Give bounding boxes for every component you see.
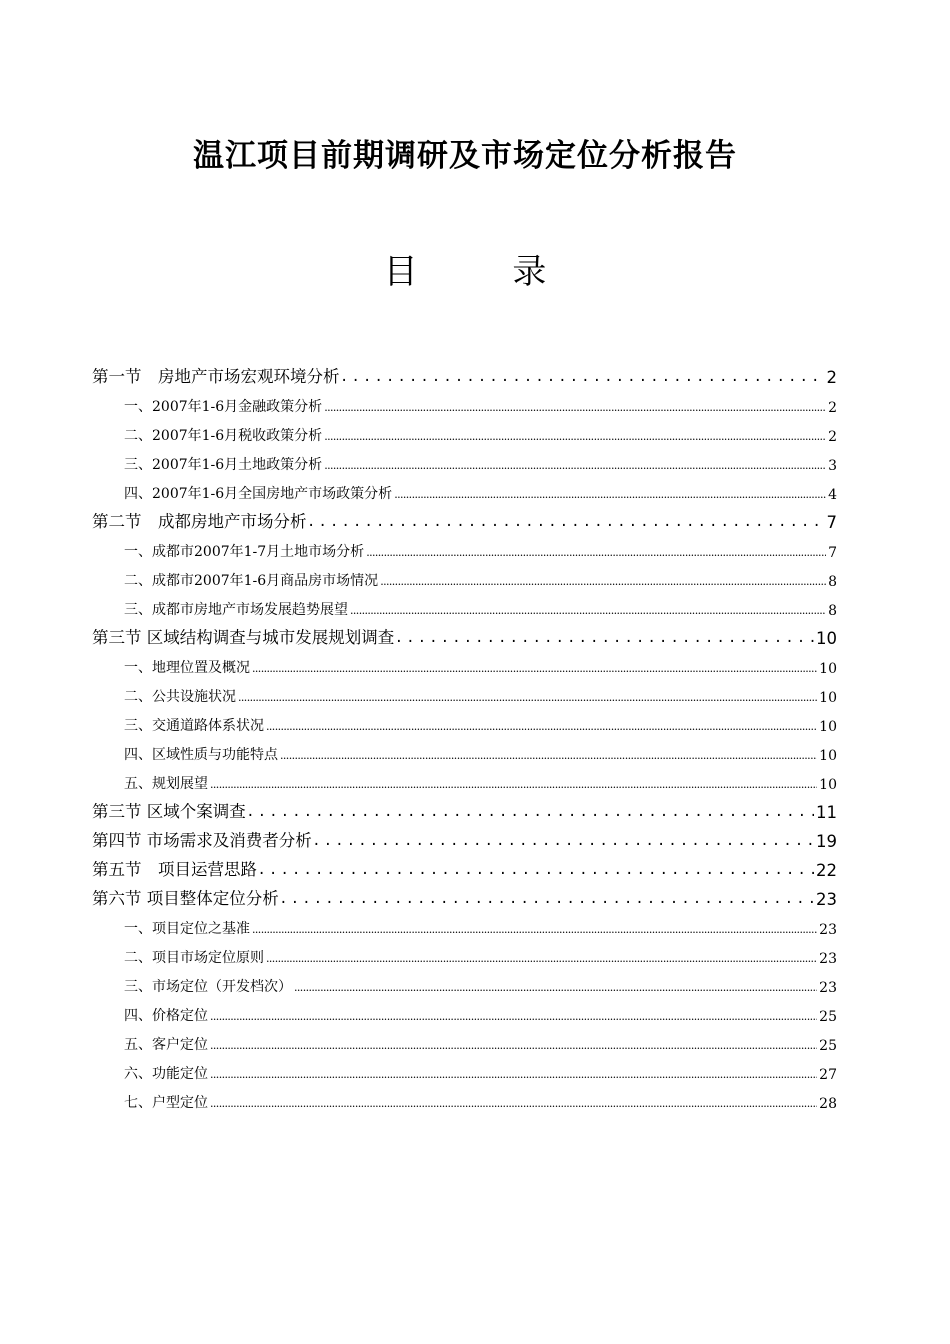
toc-entry-label: 五、客户定位: [124, 1037, 208, 1053]
toc-dot-leader: [252, 660, 817, 678]
toc-dot-leader: [366, 544, 826, 562]
toc-entry-label: 三、交通道路体系状况: [124, 718, 264, 734]
toc-page-number: 2: [828, 429, 837, 445]
toc-page-number: 11: [816, 803, 837, 822]
toc-subsection-entry[interactable]: [92, 416, 837, 445]
toc-dot-leader: [342, 366, 825, 387]
toc-dot-leader: [210, 1066, 817, 1084]
toc-subsection-entry[interactable]: [92, 764, 837, 793]
toc-dot-leader: [266, 718, 817, 736]
toc-subsection-entry[interactable]: [92, 445, 837, 474]
toc-dot-leader: [210, 1095, 817, 1113]
toc-dot-leader: [248, 801, 814, 822]
toc-section-entry[interactable]: [92, 503, 837, 532]
toc-subsection-entry[interactable]: [92, 967, 837, 996]
toc-page-number: 10: [819, 661, 837, 677]
toc-dot-leader: [259, 859, 814, 880]
toc-page-number: 28: [819, 1096, 837, 1112]
toc-dot-leader: [280, 747, 817, 765]
toc-entry-label: 二、公共设施状况: [124, 689, 236, 705]
toc-subsection-entry[interactable]: [92, 1025, 837, 1054]
toc-dot-leader: [266, 950, 817, 968]
toc-page-number: 10: [819, 719, 837, 735]
toc-page-number: 25: [819, 1038, 837, 1054]
document-title: 温江项目前期调研及市场定位分析报告: [193, 138, 737, 174]
toc-dot-leader: [350, 602, 826, 620]
toc-entry-label: 六、功能定位: [124, 1066, 208, 1082]
toc-page-number: 4: [828, 487, 837, 503]
toc-subsection-entry[interactable]: [92, 938, 837, 967]
toc-page-number: 23: [816, 890, 837, 909]
toc-dot-leader: [394, 486, 826, 504]
toc-subsection-entry[interactable]: [92, 677, 837, 706]
toc-subsection-entry[interactable]: [92, 590, 837, 619]
toc-entry-label: 二、成都市2007年1-6月商品房市场情况: [124, 573, 379, 589]
toc-entry-label: 一、项目定位之基准: [124, 921, 250, 937]
toc-page-number: 23: [819, 951, 837, 967]
toc-entry-label: 第一节 房地产市场宏观环境分析: [92, 367, 340, 386]
toc-entry-label: 三、成都市房地产市场发展趋势展望: [124, 602, 348, 618]
toc-entry-label: 五、规划展望: [124, 776, 208, 792]
toc-entry-label: 四、区域性质与功能特点: [124, 747, 278, 763]
toc-page-number: 10: [819, 690, 837, 706]
toc-entry-label: 第六节 项目整体定位分析: [92, 889, 279, 908]
toc-subsection-entry[interactable]: [92, 387, 837, 416]
toc-heading: 目 录: [383, 252, 589, 292]
toc-dot-leader: [238, 689, 817, 707]
toc-section-entry[interactable]: [92, 822, 837, 851]
toc-entry-label: 一、2007年1-6月金融政策分析: [124, 399, 323, 415]
toc-page-number: 10: [819, 748, 837, 764]
toc-page-number: 22: [816, 861, 837, 880]
toc-dot-leader: [324, 457, 826, 475]
toc-page-number: 7: [826, 513, 837, 532]
toc-entry-label: 四、价格定位: [124, 1008, 208, 1024]
toc-subsection-entry[interactable]: [92, 909, 837, 938]
toc-section-entry[interactable]: [92, 851, 837, 880]
toc-page-number: 10: [816, 629, 837, 648]
toc-page-number: 10: [819, 777, 837, 793]
toc-entry-label: 二、2007年1-6月税收政策分析: [124, 428, 323, 444]
toc-entry-label: 第三节 区域个案调查: [92, 802, 246, 821]
toc-entry-label: 第二节 成都房地产市场分析: [92, 512, 307, 531]
toc-entry-label: 第三节 区域结构调查与城市发展规划调查: [92, 628, 395, 647]
toc-dot-leader: [396, 627, 814, 648]
toc-dot-leader: [281, 888, 814, 909]
toc-dot-leader: [314, 830, 814, 851]
toc-subsection-entry[interactable]: [92, 996, 837, 1025]
toc-subsection-entry[interactable]: [92, 1054, 837, 1083]
toc-dot-leader: [380, 573, 826, 591]
toc-section-entry[interactable]: [92, 358, 837, 387]
toc-entry-label: 二、项目市场定位原则: [124, 950, 264, 966]
toc-dot-leader: [210, 776, 817, 794]
toc-page-number: 23: [819, 922, 837, 938]
toc-entry-label: 三、2007年1-6月土地政策分析: [124, 457, 323, 473]
toc-dot-leader: [252, 921, 817, 939]
toc-subsection-entry[interactable]: [92, 706, 837, 735]
toc-page-number: 19: [816, 832, 837, 851]
toc-entry-label: 一、成都市2007年1-7月土地市场分析: [124, 544, 365, 560]
toc-subsection-entry[interactable]: [92, 474, 837, 503]
toc-entry-label: 第四节 市场需求及消费者分析: [92, 831, 312, 850]
toc-section-entry[interactable]: [92, 880, 837, 909]
toc-page-number: 2: [826, 368, 837, 387]
table-of-contents: [92, 358, 837, 1112]
toc-dot-leader: [210, 1008, 817, 1026]
toc-entry-label: 第五节 项目运营思路: [92, 860, 257, 879]
toc-page-number: 2: [828, 400, 837, 416]
toc-page-number: 25: [819, 1009, 837, 1025]
toc-entry-label: 三、市场定位（开发档次）: [124, 979, 292, 995]
toc-section-entry[interactable]: [92, 619, 837, 648]
toc-dot-leader: [294, 979, 817, 997]
toc-entry-label: 四、2007年1-6月全国房地产市场政策分析: [124, 486, 393, 502]
toc-dot-leader: [324, 399, 826, 417]
toc-entry-label: 一、地理位置及概况: [124, 660, 250, 676]
toc-entry-label: 七、户型定位: [124, 1095, 208, 1111]
toc-dot-leader: [309, 511, 825, 532]
toc-page-number: 23: [819, 980, 837, 996]
toc-section-entry[interactable]: [92, 793, 837, 822]
toc-subsection-entry[interactable]: [92, 561, 837, 590]
toc-page-number: 27: [819, 1067, 837, 1083]
toc-subsection-entry[interactable]: [92, 648, 837, 677]
toc-subsection-entry[interactable]: [92, 1083, 837, 1112]
toc-page-number: 8: [828, 603, 837, 619]
toc-page-number: 7: [828, 545, 837, 561]
toc-page-number: 8: [828, 574, 837, 590]
toc-subsection-entry[interactable]: [92, 735, 837, 764]
toc-dot-leader: [324, 428, 826, 446]
toc-subsection-entry[interactable]: [92, 532, 837, 561]
toc-dot-leader: [210, 1037, 817, 1055]
toc-page-number: 3: [828, 458, 837, 474]
